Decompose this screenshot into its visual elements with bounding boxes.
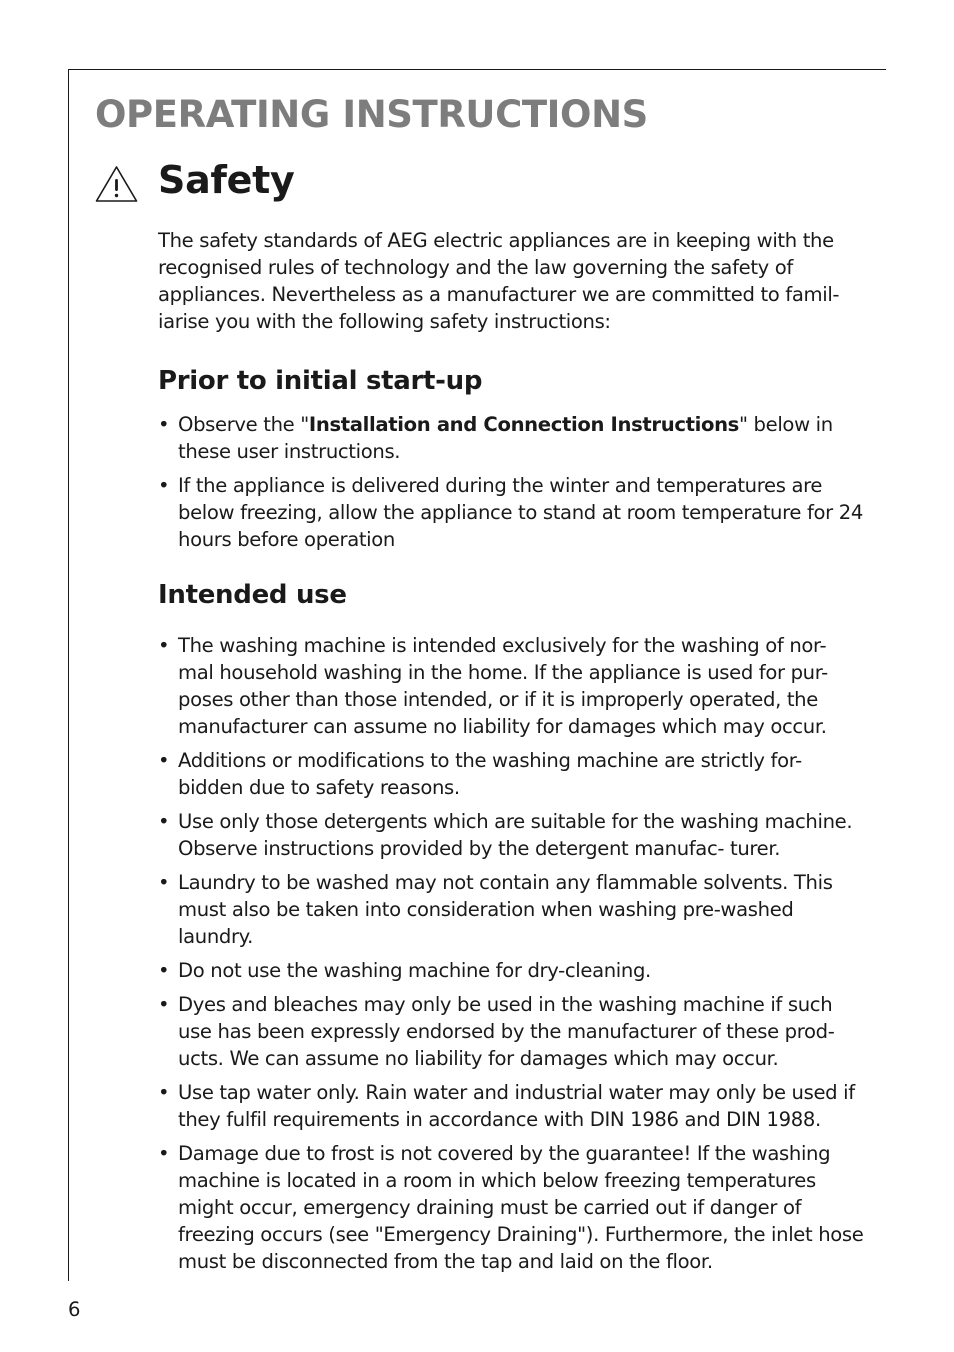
page-heading: Safety — [158, 158, 295, 202]
prior-list — [158, 411, 864, 553]
list-item: • The washing machine is intended exclusively for the washing of nor- mal household washing in the home. If the appliance is used for pur- poses other than those intended, or if it is improperly operated, the manufacturer can assume no liability for damages which may occur. — [158, 632, 864, 740]
prior-heading: Prior to initial start-up — [158, 366, 483, 396]
list-item: • Use tap water only. Rain water and industrial water may only be used if they fulfil requirements in accordance with DIN 1986 and DIN 1988. — [158, 1079, 864, 1133]
page-number: 6 — [68, 1298, 81, 1321]
installation-reference: Installation and Connection Instructions — [308, 413, 739, 436]
list-item: • Damage due to frost is not covered by the guarantee! If the washing machine is located in a room in which below freezing temperatures might occur, emergency draining must be carried out if danger of freezing occurs (see "Emergency Draining"). Furthermore, the inlet hose must be disconnected from the tap and laid on the floor. — [158, 1140, 864, 1275]
intended-heading: Intended use — [158, 580, 347, 610]
section-title: OPERATING INSTRUCTIONS — [95, 93, 648, 136]
list-item: • Additions or modifications to the washing machine are strictly for- bidden due to safety reasons. — [158, 747, 864, 801]
list-item: • Do not use the washing machine for dry-cleaning. — [158, 957, 864, 984]
intended-list — [158, 632, 864, 1275]
list-item-text: Observe the " — [178, 413, 309, 436]
warning-triangle-icon — [94, 164, 139, 204]
content — [158, 227, 864, 1282]
list-item: • Use only those detergents which are suitable for the washing machine. Observe instructions provided by the detergent manufac- turer. — [158, 808, 864, 862]
list-item — [158, 411, 864, 465]
list-item: • Laundry to be washed may not contain any flammable solvents. This must also be taken into consideration when washing pre-washed laundry. — [158, 869, 864, 950]
list-item: • Dyes and bleaches may only be used in the washing machine if such use has been expressly endorsed by the manufacturer of these prod- ucts. We can assume no liability for damages which may occur. — [158, 991, 864, 1072]
list-item: • If the appliance is delivered during the winter and temperatures are below freezing, allow the appliance to stand at room temperature for 24 hours before operation — [158, 472, 864, 553]
side-rule — [68, 69, 69, 1281]
list-item-text: " below in these user instructions. — [178, 413, 833, 463]
intro-paragraph: The safety standards of AEG electric appliances are in keeping with the recognised rules of technology and the law governing the safety of appliances. Nevertheless as a manufacturer we are committed to famil- iarise you with the following safety instructions: — [158, 229, 840, 333]
top-rule — [68, 69, 886, 70]
